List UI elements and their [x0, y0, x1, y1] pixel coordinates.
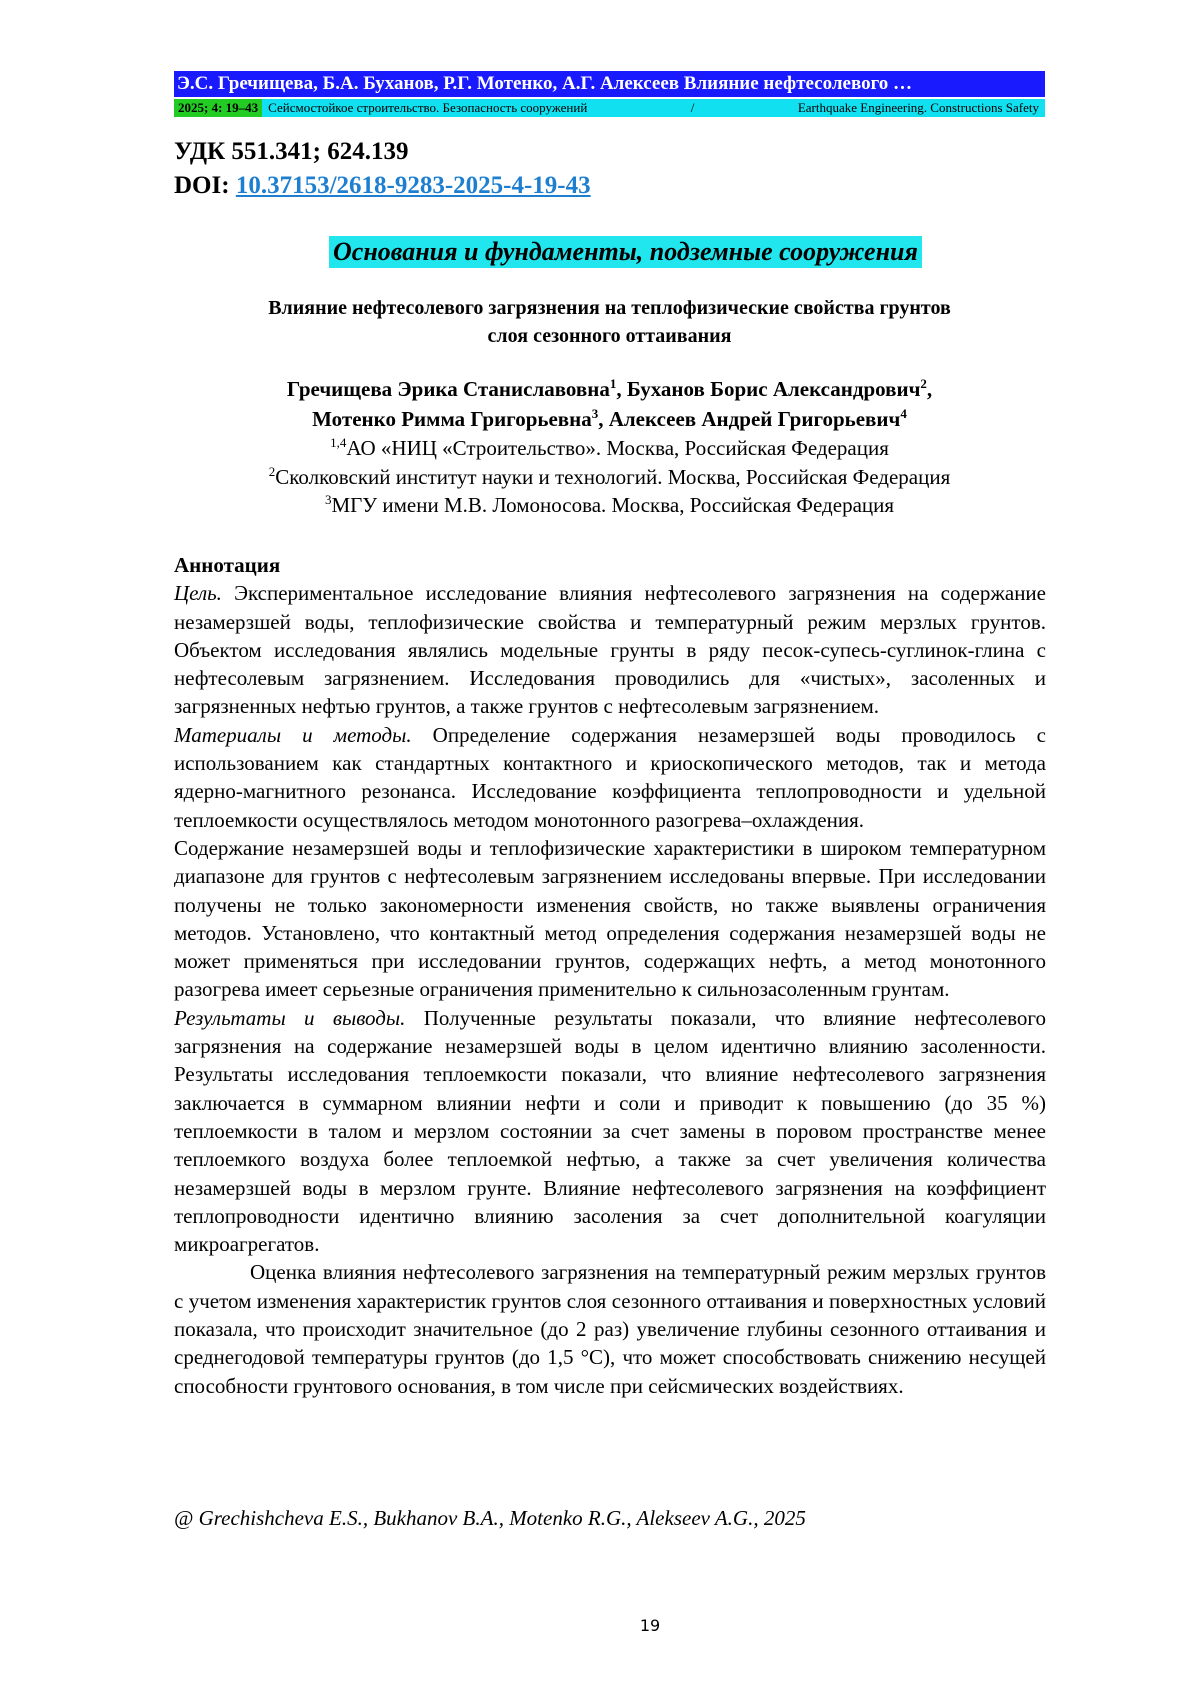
abstract-results	[174, 1004, 1046, 1259]
author-line	[174, 374, 1045, 404]
abstract-heading: Аннотация	[174, 551, 1046, 579]
goal-text: Экспериментальное исследование влияния нефтесолевого загрязнения на содержание незамерзшей воды, теплофизические свойства и температурный режим мерзлых грунтов. Объектом исследования являлись модельные грунты в ряду песок-супесь-суглинок-глина с нефтесолевым загрязнением. Исследования проводились для «чистых», засоленных и загрязненных нефтью грунтов, а также грунтов с нефтесолевым загрязнением.	[174, 581, 1046, 718]
journal-name	[262, 99, 1045, 117]
affiliation-sup: 3	[325, 492, 332, 507]
abstract-novelty: Содержание незамерзшей воды и теплофизические характеристики в широком температурном диапазоне для грунтов с нефтесолевым загрязнением исследованы впервые. При исследовании получены не только закономерности изменения свойств, но также выявлены ограничения методов. Установлено, что контактный метод определения содержания незамерзшей воды не может применяться при исследовании грунтов, содержащих нефть, а метод монотонного разогрева имеет серьезные ограничения применительно к сильнозасоленным грунтам.	[174, 834, 1046, 1004]
affiliation	[174, 434, 1045, 463]
author-name: Буханов Борис Александрович	[627, 377, 921, 401]
author-sep: ,	[927, 377, 932, 401]
affiliation	[174, 491, 1045, 520]
affiliation-text: АО «НИЦ «Строительство». Москва, Российская Федерация	[346, 436, 889, 460]
author-sup: 3	[592, 406, 599, 421]
journal-name-ru: Сейсмостойкое строительство. Безопасность сооружений	[268, 99, 587, 117]
affiliation	[174, 463, 1045, 492]
affiliation-list	[174, 434, 1045, 520]
abstract-conclusion: Оценка влияния нефтесолевого загрязнения на температурный режим мерзлых грунтов с учетом изменения характеристик грунтов слоя сезонного оттаивания и поверхностных условий показала, что происходит значительное (до 2 раз) увеличение глубины сезонного оттаивания и среднегодовой температуры грунтов (до 1,5 °С), что может способствовать снижению несущей способности грунтового основания, в том числе при сейсмических воздействиях.	[174, 1258, 1046, 1399]
author-line	[174, 404, 1045, 434]
udk-code: УДК 551.341; 624.139	[174, 136, 408, 168]
goal-label: Цель.	[174, 581, 222, 605]
author-sep: ,	[616, 377, 627, 401]
doi-label: DOI:	[174, 172, 230, 199]
journal-info-bar	[174, 99, 1045, 117]
author-list	[174, 374, 1045, 434]
page-number: 19	[0, 1616, 1200, 1635]
author-sup: 2	[920, 376, 927, 391]
methods-text: Определение содержания незамерзшей воды проводилось с использованием как стандартных контактного и криоскопического методов, так и метода ядерно-магнитного резонанса. Исследование коэффициента теплопроводности и удельной теплоемкости осуществлялось методом монотонного разогрева–охлаждения.	[174, 723, 1046, 832]
author-sep: ,	[598, 407, 609, 431]
abstract	[174, 551, 1046, 1400]
author-sup: 4	[900, 406, 907, 421]
author-name: Алексеев Андрей Григорьевич	[609, 407, 901, 431]
section-rubric: Основания и фундаменты, подземные сооружения	[329, 236, 922, 268]
results-label: Результаты и выводы.	[174, 1006, 405, 1030]
journal-name-en: Earthquake Engineering. Constructions Safety	[798, 99, 1039, 117]
article-title	[174, 294, 1045, 350]
results-text: Полученные результаты показали, что влияние нефтесолевого загрязнения на содержание незамерзшей воды в целом идентично влиянию засоленности. Результаты исследования теплоемкости показали, что влияние нефтесолевого загрязнения заключается в суммарном влиянии нефти и соли и приводит к повышению (до 35 %) теплоемкости в талом и мерзлом состоянии за счет замены в поровом пространстве менее теплоемкого воздуха более теплоемкой нефтью, а также за счет увеличения количества незамерзшей воды в мерзлом грунте. Влияние нефтесолевого загрязнения на коэффициент теплопроводности идентично влиянию засоления за счет дополнительной коагуляции микроагрегатов.	[174, 1006, 1046, 1256]
journal-slash: /	[691, 99, 695, 117]
abstract-goal	[174, 579, 1046, 720]
affiliation-text: Сколковский институт науки и технологий. Москва, Российская Федерация	[275, 465, 950, 489]
doi-link[interactable]: 10.37153/2618-9283-2025-4-19-43	[236, 172, 591, 199]
copyright-line: @ Grechishcheva E.S., Bukhanov B.A., Motenko R.G., Alekseev A.G., 2025	[174, 1506, 806, 1531]
title-line: Влияние нефтесолевого загрязнения на теплофизические свойства грунтов	[174, 294, 1045, 322]
author-name: Гречищева Эрика Станиславовна	[287, 377, 610, 401]
affiliation-sup: 2	[269, 464, 276, 479]
affiliation-sup: 1,4	[330, 435, 346, 450]
journal-page	[0, 0, 1200, 1697]
abstract-methods	[174, 721, 1046, 834]
affiliation-text: МГУ имени М.В. Ломоносова. Москва, Российская Федерация	[331, 493, 894, 517]
author-name: Мотенко Римма Григорьевна	[312, 407, 592, 431]
author-sup: 1	[610, 376, 617, 391]
running-title-bar: Э.С. Гречищева, Б.А. Буханов, Р.Г. Мотенко, А.Г. Алексеев Влияние нефтесолевого …	[174, 71, 1045, 97]
doi-line	[174, 170, 591, 202]
issue-info: 2025; 4: 19–43	[174, 99, 262, 117]
methods-label: Материалы и методы.	[174, 723, 412, 747]
title-line: слоя сезонного оттаивания	[174, 322, 1045, 350]
